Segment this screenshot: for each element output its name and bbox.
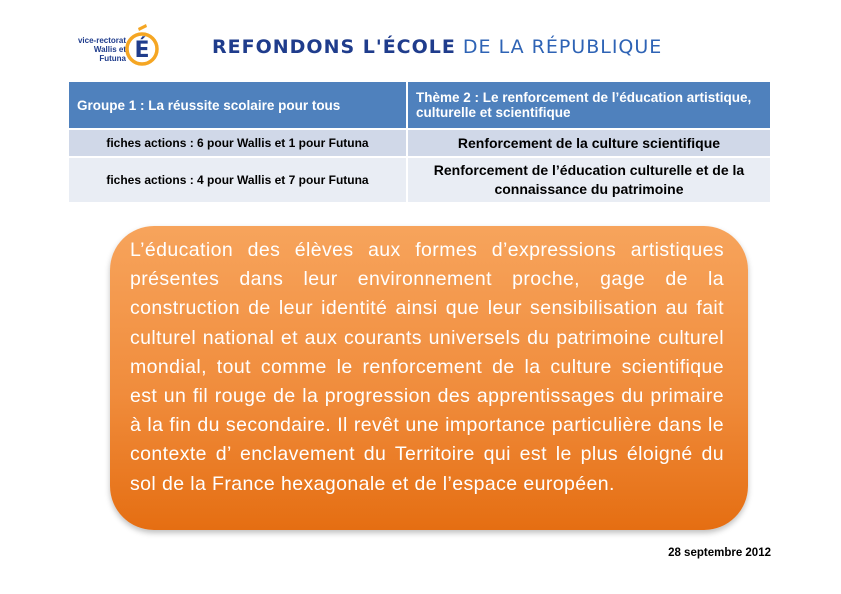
callout-text: L’éducation des élèves aux formes d’expressions artistiques présentes dans leur environnement proche, gage de la construction de leur identité ainsi que leur sensibilisation au fait culturel national et aux courants universels du patrimoine culturel mondial, tout comme le renforcement de la culture scientifique est un fil rouge de la progression des apprentissages du primaire à la fin du secondaire. Il revêt une importance particulière dans le contexte d’ enclavement du Territoire qui est le plus éloigné du sol de la France hexagonale et de l’espace européen.	[130, 239, 724, 495]
footer-date: 28 septembre 2012	[668, 547, 771, 559]
actions-count: fiches actions : 4 pour Wallis et 7 pour Futuna	[68, 157, 407, 203]
callout-box	[110, 226, 748, 530]
subtheme-label: Renforcement de l’éducation culturelle et de la connaissance du patrimoine	[407, 157, 771, 203]
table-row	[68, 157, 771, 203]
table-row	[68, 129, 771, 157]
theme-label: Thème 2 : Le renforcement de l’éducation artistique, culturelle et scientifique	[407, 81, 771, 129]
title-part-1: REFONDONS L'ÉCOLE	[212, 36, 456, 58]
themes-table	[67, 80, 772, 204]
page-title	[212, 36, 662, 58]
title-part-2: DE LA RÉPUBLIQUE	[462, 36, 663, 58]
group-label: Groupe 1 : La réussite scolaire pour tous	[68, 81, 407, 129]
actions-count: fiches actions : 6 pour Wallis et 1 pour Futuna	[68, 129, 407, 157]
logo-text	[74, 36, 126, 63]
table-header-row	[68, 81, 771, 129]
logo-e-mark	[124, 24, 160, 68]
subtheme-label: Renforcement de la culture scientifique	[407, 129, 771, 157]
logo-letter: É	[134, 38, 150, 63]
logo-line-2: Wallis et Futuna	[93, 45, 126, 63]
vice-rectorat-logo	[74, 22, 160, 72]
logo-line-1: vice-rectorat	[77, 36, 126, 45]
